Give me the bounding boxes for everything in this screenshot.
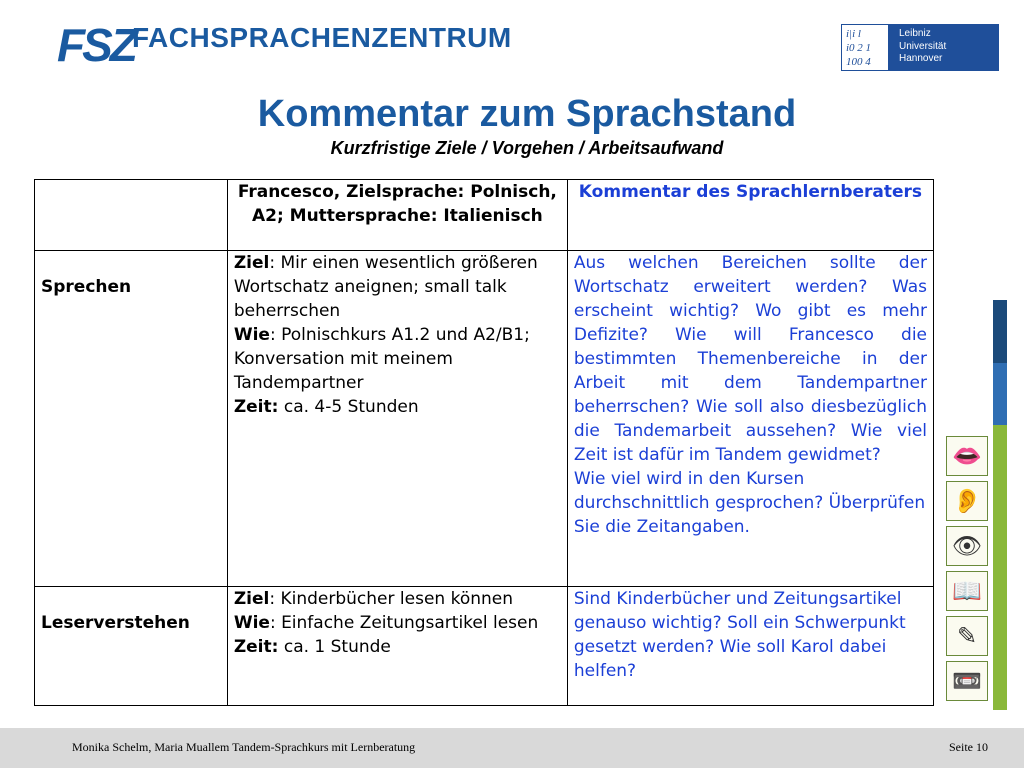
footer — [0, 728, 1024, 768]
footer-authors: Monika Schelm, Maria Muallem Tandem-Sprachkurs mit Lernberatung — [72, 740, 416, 754]
stripe-green — [993, 425, 1007, 710]
row-label-cell — [35, 251, 228, 587]
luh-name-line: Universität — [899, 40, 947, 52]
luh-name-line: Leibniz — [899, 28, 931, 39]
media-icon: 📼 — [946, 661, 988, 701]
stripe-dark — [993, 300, 1007, 363]
header-empty-cell — [35, 180, 228, 251]
wie-line — [234, 323, 561, 395]
fsz-mark: FSZ — [57, 19, 135, 71]
zeit-text: ca. 1 Stunde — [278, 637, 391, 657]
fsz-name: FACHSPRACHENZENTRUM — [132, 22, 512, 53]
luh-logo-mark — [841, 24, 889, 71]
row-label: Sprechen — [41, 277, 132, 297]
wie-label: Wie — [233, 325, 270, 345]
zeit-line — [234, 635, 561, 659]
listening-icon: 👂 — [946, 481, 988, 521]
comment-main: Aus welchen Bereichen sollte der Wortschatz erweitert werden? Was erscheint wichtig? Wo gibt es mehr Defizite? Wie will Francesco die bestimmten Themenbereiche in der Arbeit mit dem Tandempartner beherrschen? Wie soll also diesbezüglich die Tandemarbeit aussehen? Wie viel Zeit ist dafür im Tandem gewidmet? — [573, 253, 927, 465]
header-learner-cell: Francesco, Zielsprache: Polnisch, A2; Muttersprache: Italienisch — [227, 180, 567, 251]
luh-grid-line: 100 4 — [846, 56, 871, 68]
header-advisor-cell: Kommentar des Sprachlernberaters — [567, 180, 933, 251]
book-icon: 📖 — [946, 571, 988, 611]
page-subtitle: Kurzfristige Ziele / Vorgehen / Arbeitsaufwand — [330, 138, 724, 158]
zeit-label: Zeit: — [233, 637, 279, 657]
zeit-text: ca. 4-5 Stunden — [278, 397, 419, 417]
wie-line — [234, 611, 561, 635]
ziel-text: : Kinderbücher lesen können — [269, 589, 513, 609]
ziel-label: Ziel — [233, 589, 270, 609]
luh-name-line: Hannover — [899, 53, 943, 64]
reading-icon: 👁 — [946, 526, 988, 566]
comment-cell — [567, 587, 933, 706]
ziel-line — [234, 251, 561, 323]
ziel-label: Ziel — [233, 253, 270, 273]
sidebar-stripe — [993, 300, 1007, 710]
ziel-text: : Mir einen wesentlich größeren Wortschatz aneignen; small talk beherrschen — [233, 253, 538, 321]
wie-text: : Polnischkurs A1.2 und A2/B1; Konversation mit meinem Tandempartner — [233, 325, 530, 393]
wie-label: Wie — [233, 613, 270, 633]
ziel-line — [234, 587, 561, 611]
luh-grid-line: i|i l — [846, 28, 861, 40]
fsz-logo — [57, 19, 135, 71]
luh-logo — [841, 24, 999, 71]
page-title: Kommentar zum Sprachstand — [257, 93, 797, 135]
row-label: Leserverstehen — [41, 613, 190, 633]
comment-main: Sind Kinderbücher und Zeitungsartikel genauso wichtig? Soll ein Schwerpunkt gesetzt werden? Wie soll Karol dabei helfen? — [573, 589, 906, 681]
table-row — [35, 587, 934, 706]
goals-cell — [227, 251, 567, 587]
table-header-row — [35, 180, 934, 251]
luh-grid-line: i0 2 1 — [846, 42, 872, 54]
luh-name — [899, 28, 946, 66]
speaking-icon: 👄 — [946, 436, 988, 476]
comment-extra: Wie viel wird in den Kursen durchschnittlich gesprochen? Überprüfen Sie die Zeitangaben. — [573, 469, 926, 537]
page-number: Seite 10 — [949, 740, 988, 754]
table-row — [35, 251, 934, 587]
stripe-mid — [993, 363, 1007, 425]
comment-table — [34, 179, 934, 706]
writing-icon: ✎ — [946, 616, 988, 656]
comment-cell — [567, 251, 933, 587]
goals-cell — [227, 587, 567, 706]
wie-text: : Einfache Zeitungsartikel lesen — [269, 613, 539, 633]
zeit-label: Zeit: — [233, 397, 279, 417]
zeit-line — [234, 395, 561, 419]
row-label-cell — [35, 587, 228, 706]
